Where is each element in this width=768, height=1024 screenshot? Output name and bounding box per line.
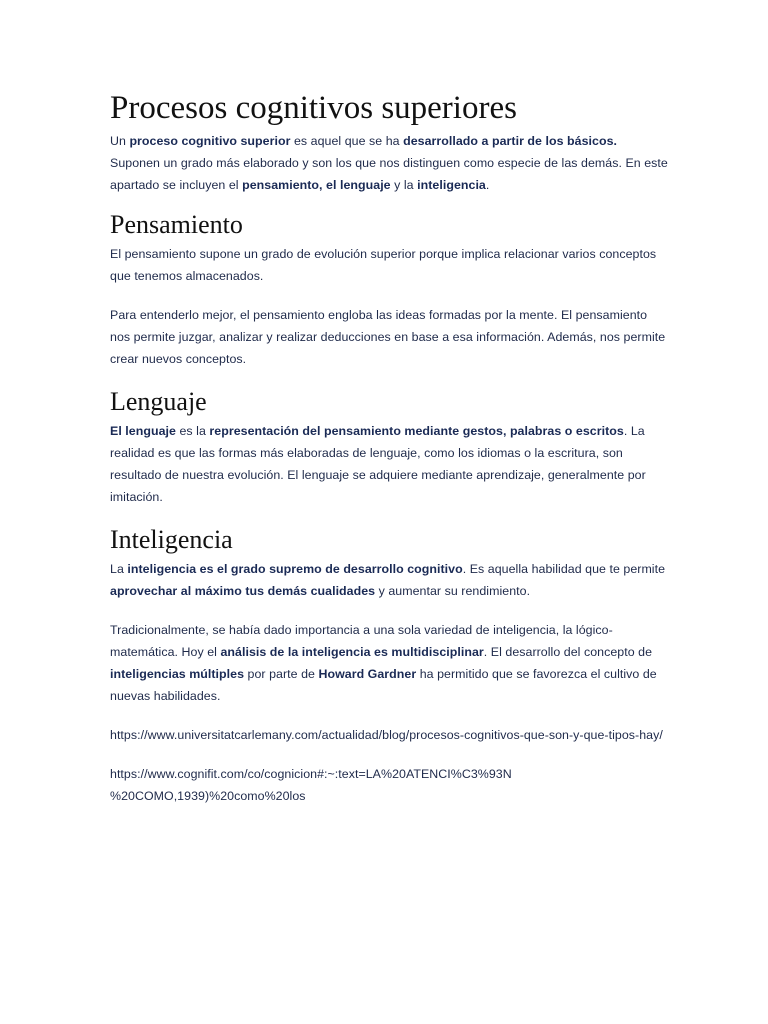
intro-paragraph [110, 130, 670, 196]
heading-lenguaje: Lenguaje [110, 387, 207, 416]
page-title: Procesos cognitivos superiores [110, 90, 517, 126]
inteligencia-p1-bold-2: aprovechar al máximo tus demás cualidades [110, 584, 376, 598]
inteligencia-p2-text-2: . El desarrollo del concepto de [483, 645, 653, 659]
inteligencia-paragraph-1 [110, 558, 670, 602]
intro-bold-3: pensamiento, el lenguaje [242, 178, 391, 192]
source-link-2[interactable] [110, 763, 670, 807]
intro-text-1: Un [110, 134, 130, 148]
lenguaje-bold-1: El lenguaje [110, 424, 176, 438]
inteligencia-p1-text-2: . Es aquella habilidad que te permite [462, 562, 666, 576]
pensamiento-paragraph-2: Para entenderlo mejor, el pensamiento engloba las ideas formadas por la mente. El pensamiento nos permite juzgar, analizar y realizar deducciones en base a esa información. Además, nos permite crear nuevos conceptos. [110, 308, 666, 366]
heading-inteligencia: Inteligencia [110, 525, 233, 554]
inteligencia-p2-text-3: por parte de [244, 667, 319, 681]
inteligencia-p2-text-4: ha permitido que se favorezca el cultivo de nuevas habilidades. [110, 667, 657, 703]
lenguaje-bold-2: representación del pensamiento mediante gestos, palabras o escritos [209, 424, 624, 438]
pensamiento-paragraph-1: El pensamiento supone un grado de evolución superior porque implica relacionar varios conceptos que tenemos almacenados. [110, 247, 657, 283]
heading-pensamiento: Pensamiento [110, 210, 243, 239]
intro-text-5: . [485, 178, 490, 192]
inteligencia-p2-bold-3: Howard Gardner [318, 667, 417, 681]
intro-text-3: Suponen un grado más elaborado y son los que nos distinguen como especie de las demás. En este apartado se incluyen el [110, 156, 668, 192]
inteligencia-p2-bold-1: análisis de la inteligencia es multidisciplinar [220, 645, 484, 659]
inteligencia-p2-bold-2: inteligencias múltiples [110, 667, 245, 681]
source-link-2-line-1[interactable]: https://www.cognifit.com/co/cognicion#:~:text=LA%20ATENCI%C3%93N [110, 767, 512, 781]
lenguaje-paragraph [110, 420, 670, 508]
source-link-1[interactable]: https://www.universitatcarlemany.com/actualidad/blog/procesos-cognitivos-que-son-y-que-tipos-hay/ [110, 728, 663, 742]
inteligencia-p1-text-1: La [110, 562, 128, 576]
inteligencia-p1-bold-1: inteligencia es el grado supremo de desarrollo cognitivo [127, 562, 463, 576]
intro-text-4: y la [390, 178, 418, 192]
intro-bold-1: proceso cognitivo superior [129, 134, 291, 148]
lenguaje-text-1: es la [175, 424, 210, 438]
document-content [110, 88, 670, 807]
inteligencia-paragraph-2 [110, 619, 670, 707]
lenguaje-text-2: . La realidad es que las formas más elaboradas de lenguaje, como los idiomas o la escritura, son resultado de nuestra evolución. El lenguaje se adquiere mediante aprendizaje, generalmente por imitación. [110, 424, 646, 504]
source-link-2-line-2[interactable]: %20COMO,1939)%20como%20los [110, 789, 306, 803]
inteligencia-p2-text-1: Tradicionalmente, se había dado importancia a una sola variedad de inteligencia, la lógico-matemática. Hoy el [110, 623, 613, 659]
intro-bold-2: desarrollado a partir de los básicos. [403, 134, 618, 148]
inteligencia-p1-text-3: y aumentar su rendimiento. [375, 584, 531, 598]
intro-bold-4: inteligencia [417, 178, 486, 192]
intro-text-2: es aquel que se ha [290, 134, 404, 148]
